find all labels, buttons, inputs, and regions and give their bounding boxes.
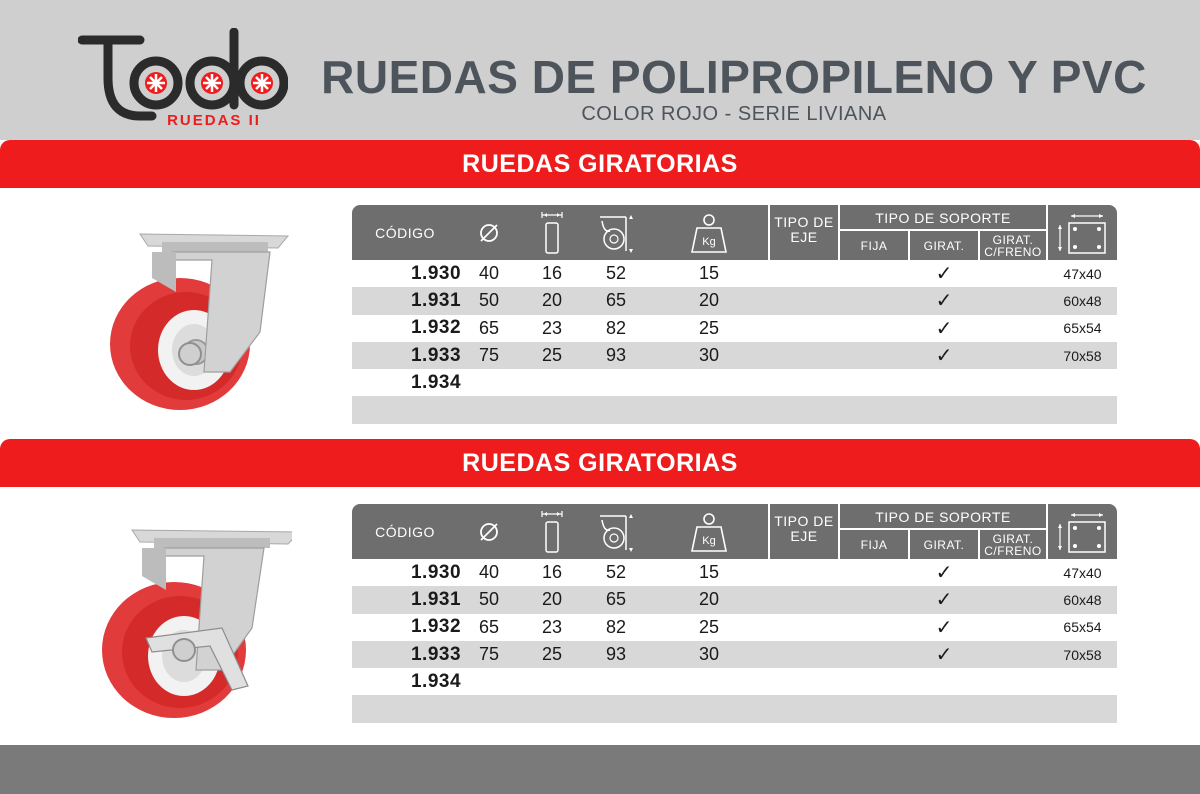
plate-cell: 65x54 [1063, 320, 1102, 337]
height-cell: 52 [605, 263, 627, 284]
height-cell: 93 [605, 644, 627, 665]
check-icon [910, 695, 978, 722]
height-cell [584, 695, 648, 722]
plate-dimensions-icon [1048, 504, 1117, 559]
weight-unit: Kg [702, 235, 716, 248]
code-cell: 1.934 [410, 670, 462, 692]
freno-cell [980, 586, 1046, 613]
freno-cell [980, 369, 1046, 396]
width-cell: 16 [541, 562, 563, 583]
codigo-label: CÓDIGO [375, 523, 435, 540]
load-cell: 20 [698, 290, 720, 311]
weight-icon [648, 205, 770, 260]
freno-cell [980, 668, 1046, 695]
diameter-cell: 40 [478, 263, 500, 284]
load-cell [648, 668, 770, 695]
width-cell: 23 [541, 317, 563, 338]
table-row [352, 559, 1117, 586]
eje-cell [770, 614, 838, 641]
eje-cell [770, 695, 838, 722]
diameter-cell: 65 [478, 317, 500, 338]
height-cell [584, 668, 648, 695]
code-cell: 1.932 [410, 317, 462, 339]
girat-freno-header: GIRAT. C/FRENO [984, 531, 1042, 558]
width-cell: 16 [541, 263, 563, 284]
plate-cell: 60x48 [1063, 292, 1102, 309]
load-cell: 30 [698, 345, 720, 366]
section-title: RUEDAS GIRATORIAS [462, 150, 738, 178]
load-cell [648, 369, 770, 396]
width-cell [520, 695, 584, 722]
load-cell [648, 695, 770, 722]
swivel-caster-brake-image [92, 520, 292, 740]
freno-cell [980, 315, 1046, 342]
freno-cell [980, 287, 1046, 314]
fija-cell [840, 260, 908, 287]
tipo-eje-header: TIPO DE EJE [774, 214, 834, 245]
fija-header: FIJA [860, 238, 888, 253]
table-row [352, 260, 1117, 287]
freno-cell [980, 342, 1046, 369]
eje-cell [770, 369, 838, 396]
load-cell: 30 [698, 644, 720, 665]
section-band-2 [0, 439, 1200, 487]
fija-cell [840, 287, 908, 314]
fija-cell [840, 586, 908, 613]
freno-cell [980, 260, 1046, 287]
table-row [352, 641, 1117, 668]
spec-table-2 [352, 504, 1117, 723]
plate-cell: 70x58 [1063, 347, 1102, 364]
eje-cell [770, 641, 838, 668]
wheel-width-icon [520, 504, 584, 559]
code-cell: 1.930 [410, 561, 462, 583]
diameter-cell [458, 396, 520, 423]
fija-cell [840, 342, 908, 369]
height-cell [584, 396, 648, 423]
diameter-icon [458, 205, 520, 260]
diameter-cell: 65 [478, 616, 500, 637]
table-header [352, 205, 1117, 260]
weight-icon [648, 504, 770, 559]
plate-cell [1048, 695, 1117, 722]
height-cell: 93 [605, 345, 627, 366]
diameter-cell [458, 695, 520, 722]
section-title: RUEDAS GIRATORIAS [462, 449, 738, 477]
load-cell: 15 [698, 562, 720, 583]
codigo-label: CÓDIGO [375, 224, 435, 241]
diameter-cell: 50 [478, 290, 500, 311]
tipo-soporte-header: TIPO DE SOPORTE [875, 509, 1011, 525]
diameter-cell: 75 [478, 345, 500, 366]
table-body [352, 559, 1117, 723]
code-cell: 1.931 [410, 588, 462, 610]
code-cell: 1.933 [410, 643, 462, 665]
freno-cell [980, 559, 1046, 586]
load-cell: 15 [698, 263, 720, 284]
width-cell: 25 [541, 644, 563, 665]
plate-cell: 70x58 [1063, 646, 1102, 663]
plate-cell [1048, 369, 1117, 396]
plate-cell [1048, 396, 1117, 423]
load-cell: 25 [698, 616, 720, 637]
width-cell: 20 [541, 589, 563, 610]
check-icon: ✓ [935, 290, 953, 313]
logo-subtitle: RUEDAS II [167, 112, 261, 128]
section-band-1 [0, 140, 1200, 188]
height-cell [584, 369, 648, 396]
table-row [352, 695, 1117, 722]
check-icon [910, 396, 978, 423]
plate-cell: 65x54 [1063, 619, 1102, 636]
girat-header: GIRAT. [923, 537, 965, 552]
diameter-cell: 75 [478, 644, 500, 665]
load-cell [648, 396, 770, 423]
todo-ruedas-logo [78, 28, 288, 128]
width-cell [520, 668, 584, 695]
girat-freno-header: GIRAT. C/FRENO [984, 232, 1042, 259]
table-header [352, 504, 1117, 559]
weight-unit: Kg [702, 534, 716, 547]
eje-cell [770, 342, 838, 369]
diameter-cell [458, 369, 520, 396]
freno-cell [980, 695, 1046, 722]
plate-cell: 60x48 [1063, 591, 1102, 608]
check-icon: ✓ [935, 644, 953, 667]
codigo-header [352, 504, 458, 559]
width-cell: 20 [541, 290, 563, 311]
footer-bar [0, 745, 1200, 794]
swivel-caster-image [100, 222, 300, 442]
eje-cell [770, 396, 838, 423]
code-cell: 1.931 [410, 289, 462, 311]
height-cell: 82 [605, 616, 627, 637]
eje-cell [770, 668, 838, 695]
table-row [352, 668, 1117, 695]
diameter-cell [458, 668, 520, 695]
code-cell: 1.930 [410, 262, 462, 284]
table-row [352, 342, 1117, 369]
height-cell: 65 [605, 290, 627, 311]
height-cell: 82 [605, 317, 627, 338]
table-row [352, 586, 1117, 613]
check-icon: ✓ [935, 345, 953, 368]
check-icon: ✓ [935, 263, 953, 286]
plate-cell [1048, 668, 1117, 695]
freno-cell [980, 396, 1046, 423]
fija-cell [840, 668, 908, 695]
load-cell: 25 [698, 317, 720, 338]
table-row [352, 396, 1117, 423]
table-body [352, 260, 1117, 424]
page-title: RUEDAS DE POLIPROPILENO Y PVC [321, 51, 1147, 103]
fija-cell [840, 396, 908, 423]
eje-cell [770, 287, 838, 314]
fija-cell [840, 614, 908, 641]
width-cell: 25 [541, 345, 563, 366]
tipo-soporte-header: TIPO DE SOPORTE [875, 210, 1011, 226]
spec-table-1 [352, 205, 1117, 424]
table-row [352, 614, 1117, 641]
codigo-header [352, 205, 458, 260]
fija-cell [840, 369, 908, 396]
eje-cell [770, 260, 838, 287]
check-icon: ✓ [935, 317, 953, 340]
diameter-cell: 40 [478, 562, 500, 583]
plate-cell: 47x40 [1063, 564, 1102, 581]
tipo-eje-header: TIPO DE EJE [774, 513, 834, 544]
wheel-width-icon [520, 205, 584, 260]
code-cell: 1.932 [410, 616, 462, 638]
fija-cell [840, 641, 908, 668]
width-cell [520, 396, 584, 423]
diameter-icon [458, 504, 520, 559]
check-icon [910, 668, 978, 695]
eje-cell [770, 559, 838, 586]
height-cell: 52 [605, 562, 627, 583]
fija-header: FIJA [860, 537, 888, 552]
plate-dimensions-icon [1048, 205, 1117, 260]
mount-height-icon [584, 205, 648, 260]
check-icon: ✓ [935, 616, 953, 639]
diameter-cell: 50 [478, 589, 500, 610]
freno-cell [980, 614, 1046, 641]
eje-cell [770, 586, 838, 613]
header-bar [0, 0, 1200, 140]
check-icon: ✓ [935, 589, 953, 612]
check-icon: ✓ [935, 562, 953, 585]
page-subtitle: COLOR ROJO - SERIE LIVIANA [581, 103, 887, 125]
table-row [352, 287, 1117, 314]
code-cell: 1.933 [410, 344, 462, 366]
eje-cell [770, 315, 838, 342]
mount-height-icon [584, 504, 648, 559]
width-cell [520, 369, 584, 396]
check-icon [910, 369, 978, 396]
fija-cell [840, 695, 908, 722]
fija-cell [840, 315, 908, 342]
width-cell: 23 [541, 616, 563, 637]
table-row [352, 315, 1117, 342]
freno-cell [980, 641, 1046, 668]
height-cell: 65 [605, 589, 627, 610]
fija-cell [840, 559, 908, 586]
code-cell: 1.934 [410, 371, 462, 393]
load-cell: 20 [698, 589, 720, 610]
plate-cell: 47x40 [1063, 265, 1102, 282]
table-row [352, 369, 1117, 396]
girat-header: GIRAT. [923, 238, 965, 253]
